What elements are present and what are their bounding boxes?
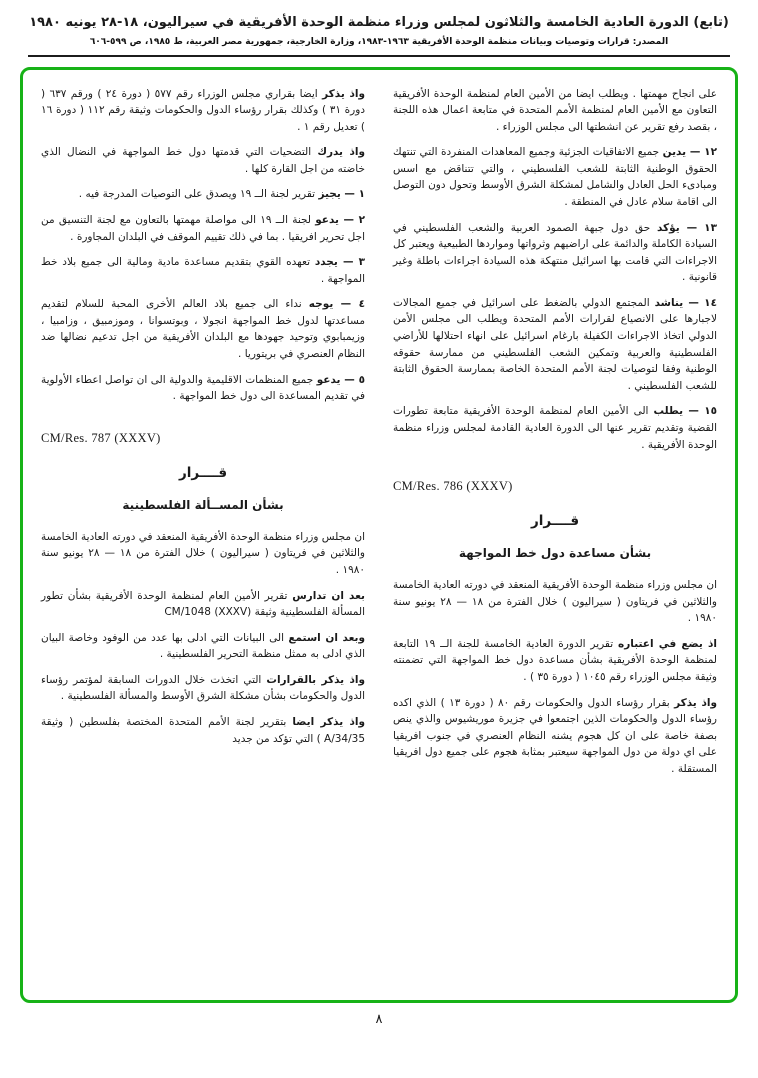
paragraph-text: جميع المنظمات الاقليمية والدولية الى ان تواصل اعطاء الأولوية في تقديم المساعدة الى دول خط المواجهة . bbox=[41, 373, 365, 403]
paragraph-text: المجتمع الدولي بالضغط على اسرائيل في جميع المجالات لاجبارها على الانصياع لقرارات الأمم المتحدة ويطلب الى مجلس الأمن الدولي اتخاذ الاجراءات الكفيلة بارغام اسرائيل على انهاء احتلالها للأراضي الفلسطينية والعربية وتمكين الشعب الفلسطيني من ممارسة حقوقه الوطنية وفقا لتوصيات لجنة الأمم المتحدة الخاصة بممارسة الحقوق الثابتة للشعب الفلسطيني . bbox=[393, 296, 717, 392]
resolution-reference bbox=[41, 429, 365, 449]
content-frame bbox=[20, 67, 738, 1003]
paragraph-lead: ١٥ — يطلب bbox=[653, 405, 718, 418]
resolution-subheading bbox=[393, 544, 717, 563]
paragraph-lead: ٢ — يدعو bbox=[315, 214, 365, 227]
resolution-heading bbox=[393, 511, 717, 532]
paragraph bbox=[41, 529, 365, 579]
paragraph bbox=[393, 577, 717, 627]
page-number: ٨ bbox=[375, 1011, 383, 1027]
paragraph-text: لجنة الــ ١٩ الى مواصلة مهمتها بالتعاون مع لجنة التنسيق من اجل تحرير افريقيا . بما في ذلك تقييم الموقف في البلدان المجاورة . bbox=[41, 214, 365, 243]
column-right bbox=[393, 86, 717, 984]
paragraph-text: الى الأمين العام لمنظمة الوحدة الأفريقية متابعة تطورات القضية وتقديم تقرير عنها الى الدورة العادية القادمة لمجلس وزراء منظمة الوحدة الأفريقية . bbox=[393, 405, 717, 451]
page-header bbox=[14, 14, 744, 47]
paragraph bbox=[41, 296, 365, 362]
paragraph-lead: واذ يذكر bbox=[322, 87, 365, 100]
paragraph bbox=[41, 588, 365, 621]
paragraph bbox=[393, 220, 717, 286]
paragraph-text: الى البيانات التي ادلى بها عدد من الوفود وخاصة البيان الذي ادلى به ممثل منظمة التحرير الفلسطينية . bbox=[41, 631, 365, 661]
resolution-subheading bbox=[41, 496, 365, 515]
paragraph-text: ان مجلس وزراء منظمة الوحدة الأفريقية المنعقد في دورته العادية الخامسة والثلاثين في فريتاون ( سيراليون ) خلال الفترة من ١٨ — ٢٨ يونيو سنة ١٩٨٠ . bbox=[41, 530, 365, 576]
paragraph bbox=[41, 212, 365, 245]
paragraph-text: بقرار رؤساء الدول والحكومات رقم ٨٠ ( دورة ١٣ ) الذي اكده رؤساء الدول والحكومات الذين اجتمعوا في جزيرة موريشيوس والذي ينص بصفة خاصة على ان كل هجوم يشنه النظام العنصري في جنوب افريقيا على اي دولة من دول المواجهة سيعتبر بمثابة هجوم على جميع دول افريقيا المستقلة . bbox=[393, 696, 717, 775]
column-left bbox=[41, 86, 365, 984]
paragraph bbox=[41, 372, 365, 405]
paragraph-text: التي اتخذت خلال الدورات السابقة لمؤتمر رؤساء الدول والحكومات بشأن مشكلة الشرق الأوسط والمسألة الفلسطينية . bbox=[41, 673, 365, 703]
paragraph-text: بشأن المســألة الفلسطينية bbox=[122, 497, 284, 512]
paragraph-lead: بعد ان تدارس bbox=[292, 589, 365, 602]
paragraph-lead: واذ يذكر bbox=[674, 696, 717, 709]
paragraph-text: بتقرير لجنة الأمم المتحدة المختصة بفلسطين ( وثيقة A/34/35 ) التي تؤكد من جديد bbox=[41, 716, 365, 745]
paragraph-text: تقرير الأمين العام لمنظمة الوحدة الأفريقية بشأن تطور المسألة الفلسطينية وثيقة CM/1048 (XXXV) bbox=[41, 589, 365, 619]
paragraph-text: قــــرار bbox=[530, 512, 580, 529]
paragraph-lead: واذ يذكر بالقرارات bbox=[266, 673, 365, 686]
paragraph-text: CM/Res. 787 (XXXV) bbox=[41, 430, 161, 445]
paragraph bbox=[393, 144, 717, 210]
paragraph-text: التضحيات التي قدمتها دول خط المواجهة في النضال الذي خاضته من اجل القارة كلها . bbox=[41, 146, 365, 175]
paragraph-lead: وبعد ان استمع bbox=[288, 631, 365, 644]
paragraph-lead: ١ — يجيز bbox=[318, 188, 365, 201]
paragraph-text: بشأن مساعدة دول خط المواجهة bbox=[458, 546, 652, 561]
paragraph-text: ايضا بقراري مجلس الوزراء رقم ٥٧٧ ( دورة ٢٤ ) ورقم ٦٣٧ ( دورة ٣١ ) وكذلك بقرار رؤساء الدول والحكومات وثيقة رقم ١١٢ ( دورة ١٦ ) تعديل رقم ١ . bbox=[41, 87, 365, 133]
paragraph bbox=[41, 144, 365, 177]
paragraph bbox=[41, 672, 365, 705]
paragraph bbox=[41, 186, 365, 203]
paragraph-text: تقرير الدورة العادية الخامسة للجنة الــ ١٩ التابعة لمنظمة الوحدة الأفريقية بشأن مساعدة دول خط المواجهة التي تضمنته وثيقة مجلس الوزراء رقم ١٠٤٥ ( دورة ٣٥ ) . bbox=[393, 637, 717, 684]
paragraph-lead: ٣ — يجدد bbox=[314, 256, 365, 269]
paragraph-lead: ١٢ — يدين bbox=[662, 146, 717, 159]
paragraph-lead: واذ يذكر ايضا bbox=[292, 716, 365, 729]
paragraph-text: CM/Res. 786 (XXXV) bbox=[393, 479, 513, 494]
paragraph-lead: ٥ — يدعو bbox=[316, 373, 365, 386]
paragraph-text: جميع الاتفاقيات الجزئية وجميع المعاهدات المنفردة التي تنتهك الحقوق الوطنية الثابتة للشعب الفلسطيني ، والتي تتناقض مع اسس ومبادىء الحل العادل والشامل لمشكلة الشرق الأوسط وتحول دون التوصل الى اقامة سلام عادل في المنطقة . bbox=[393, 146, 717, 209]
resolution-heading bbox=[41, 463, 365, 484]
paragraph-lead: ١٤ — يناشد bbox=[654, 296, 717, 309]
paragraph bbox=[393, 403, 717, 453]
paragraph bbox=[41, 254, 365, 287]
document-source-line: المصدر: قرارات وتوصيات وبيانات منظمة الوحدة الأفريقية ١٩٦٣-١٩٨٣، وزارة الخارجية، جمهورية مصر العربية، ط ١٩٨٥، ص ٥٩٩-٦٠٦ bbox=[89, 36, 669, 47]
resolution-reference bbox=[393, 477, 717, 497]
paragraph-lead: اذ يضع في اعتباره bbox=[618, 637, 717, 650]
paragraph-lead: واذ يدرك bbox=[317, 146, 365, 159]
paragraph-text: تعهده القوي بتقديم مساعدة مادية ومالية الى جميع بلاد خط المواجهة . bbox=[41, 256, 365, 285]
document-title: (تابع) الدورة العادية الخامسة والثلاثون لمجلس وزراء منظمة الوحدة الأفريقية في سيراليون، ١٨-٢٨ يونيه ١٩٨٠ bbox=[29, 15, 729, 30]
paragraph bbox=[393, 86, 717, 136]
paragraph-lead: ٤ — يوجه bbox=[308, 298, 365, 311]
paragraph-text: على انجاح مهمتها . ويطلب ايضا من الأمين العام لمنظمة الوحدة الأفريقية التعاون مع الأمين العام لمنظمة الأمم المتحدة في متابعة اعمال هذه اللجنة ، بقصد رفع تقرير عن انشطتها الى مجلس الوزراء . bbox=[393, 87, 717, 133]
paragraph bbox=[41, 714, 365, 747]
header-divider bbox=[28, 55, 730, 57]
paragraph-text: قــــرار bbox=[178, 464, 228, 481]
paragraph bbox=[393, 695, 717, 778]
paragraph bbox=[41, 86, 365, 136]
paragraph bbox=[393, 295, 717, 394]
paragraph bbox=[41, 630, 365, 663]
paragraph-text: حق دول جبهة الصمود العربية والشعب الفلسطيني في السيادة الكاملة والدائمة على اراضيهم وثرواتها ومواردها الطبيعية ويعتبر كل الاجراءات التي قامت بها اسرائيل منتهكة هذه السيادة اجراءات باطلة وغير قانونية . bbox=[393, 221, 717, 284]
paragraph-text: نداء الى جميع بلاد العالم الأخرى المحبة للسلام لتقديم مساعدتها لدول خط المواجهة انجولا ، وبوتسوانا ، وموزمبيق ، وزامبيا ، وزيمبابوي وتوحيد جهودها مع البلدان الأفريقية من اجل تدعيم نضالها ضد النظام العنصري في بريتوريا . bbox=[41, 298, 365, 361]
paragraph-text: تقرير لجنة الــ ١٩ ويصدق على التوصيات المدرجة فيه . bbox=[78, 188, 316, 201]
paragraph bbox=[393, 636, 717, 686]
paragraph-lead: ١٣ — يؤكد bbox=[656, 221, 717, 234]
paragraph-text: ان مجلس وزراء منظمة الوحدة الأفريقية المنعقد في دورته العادية الخامسة والثلاثين في فريتاون ( سيراليون ) خلال الفترة من ١٨ — ٢٨ يونيو سنة ١٩٨٠ . bbox=[393, 579, 717, 625]
